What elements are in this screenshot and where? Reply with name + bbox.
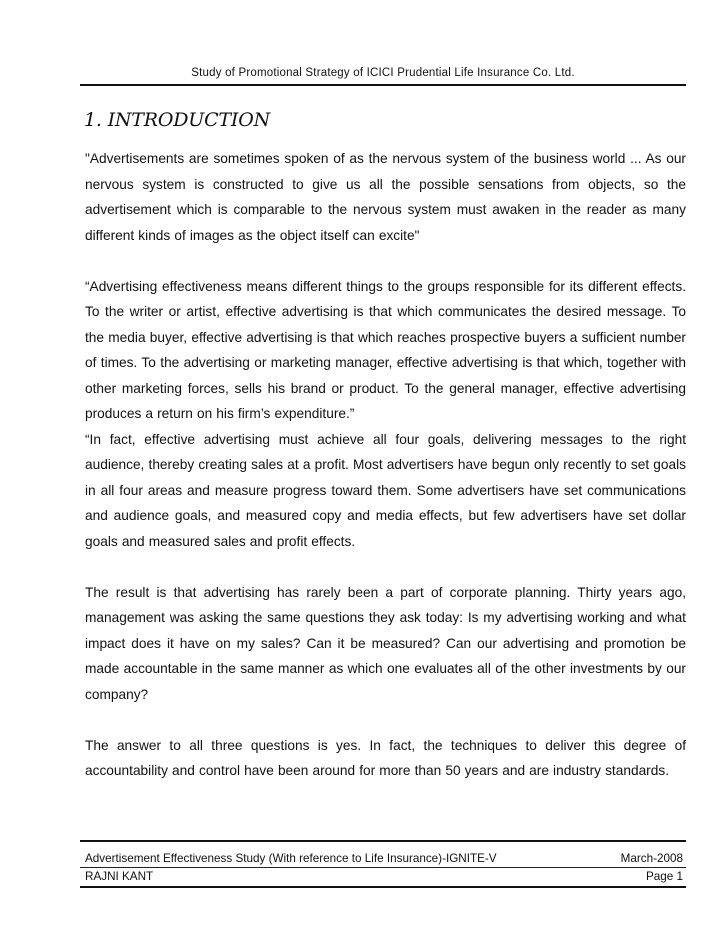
- paragraph-spacer: [85, 554, 686, 580]
- section-title: 1. INTRODUCTION: [84, 109, 271, 131]
- paragraph-quote-nervous-system: "Advertisements are sometimes spoken of as the nervous system of the business world ... As our nervous system is constructed to give us all the possible sensations from objects, so the advertisement which is comparable to the nervous system must awaken in the reader as many different kinds of images as the object itself can excite": [85, 151, 686, 243]
- paragraph-corporate-planning: The result is that advertising has rarely been a part of corporate planning. Thirty years ago, management was asking the same questions they ask today: Is my advertising working and what impact does it have on my sales? Can it be measured? Can our advertising and promotion be made accountable in the same manner as which one evaluates all of the other investments by our company?: [85, 584, 686, 702]
- paragraph-spacer: [85, 707, 686, 733]
- footer-rule-bottom: [80, 886, 686, 888]
- footer-rule-middle: [80, 867, 686, 868]
- footer-row-1: [85, 852, 683, 866]
- footer-rule-top: [80, 840, 686, 842]
- body-text: [85, 146, 686, 784]
- paragraph-answer: The answer to all three questions is yes. In fact, the techniques to deliver this degree of accountability and control have been around for more than 50 years and are industry standards.: [85, 737, 686, 778]
- footer-page-number: Page 1: [645, 870, 683, 883]
- footer-author: RAJNI KANT: [85, 870, 154, 883]
- running-header: Study of Promotional Strategy of ICICI Prudential Life Insurance Co. Ltd.: [191, 67, 575, 79]
- footer-date: March-2008: [620, 852, 683, 865]
- footer-row-2: [85, 870, 683, 884]
- paragraph-four-goals: “In fact, effective advertising must achieve all four goals, delivering messages to the right audience, thereby creating sales at a profit. Most advertisers have begun only recently to set goals in all four areas and measure progress toward them. Some advertisers have set communications and audience goals, and measured copy and media effects, but few advertisers have set dollar goals and measured sales and profit effects.: [85, 431, 686, 549]
- paragraph-spacer: [85, 248, 686, 274]
- header-rule: [80, 84, 686, 86]
- paragraph-advertising-effectiveness: “Advertising effectiveness means different things to the groups responsible for its different effects. To the writer or artist, effective advertising is that which communicates the desired message. To the media buyer, effective advertising is that which reaches prospective buyers a sufficient number of times. To the advertising or marketing manager, effective advertising is that which, together with other marketing forces, sells his brand or product. To the general manager, effective advertising produces a return on his firm’s expenditure.”: [85, 278, 686, 421]
- footer-study-title: Advertisement Effectiveness Study (With reference to Life Insurance)-IGNITE-V: [85, 852, 497, 865]
